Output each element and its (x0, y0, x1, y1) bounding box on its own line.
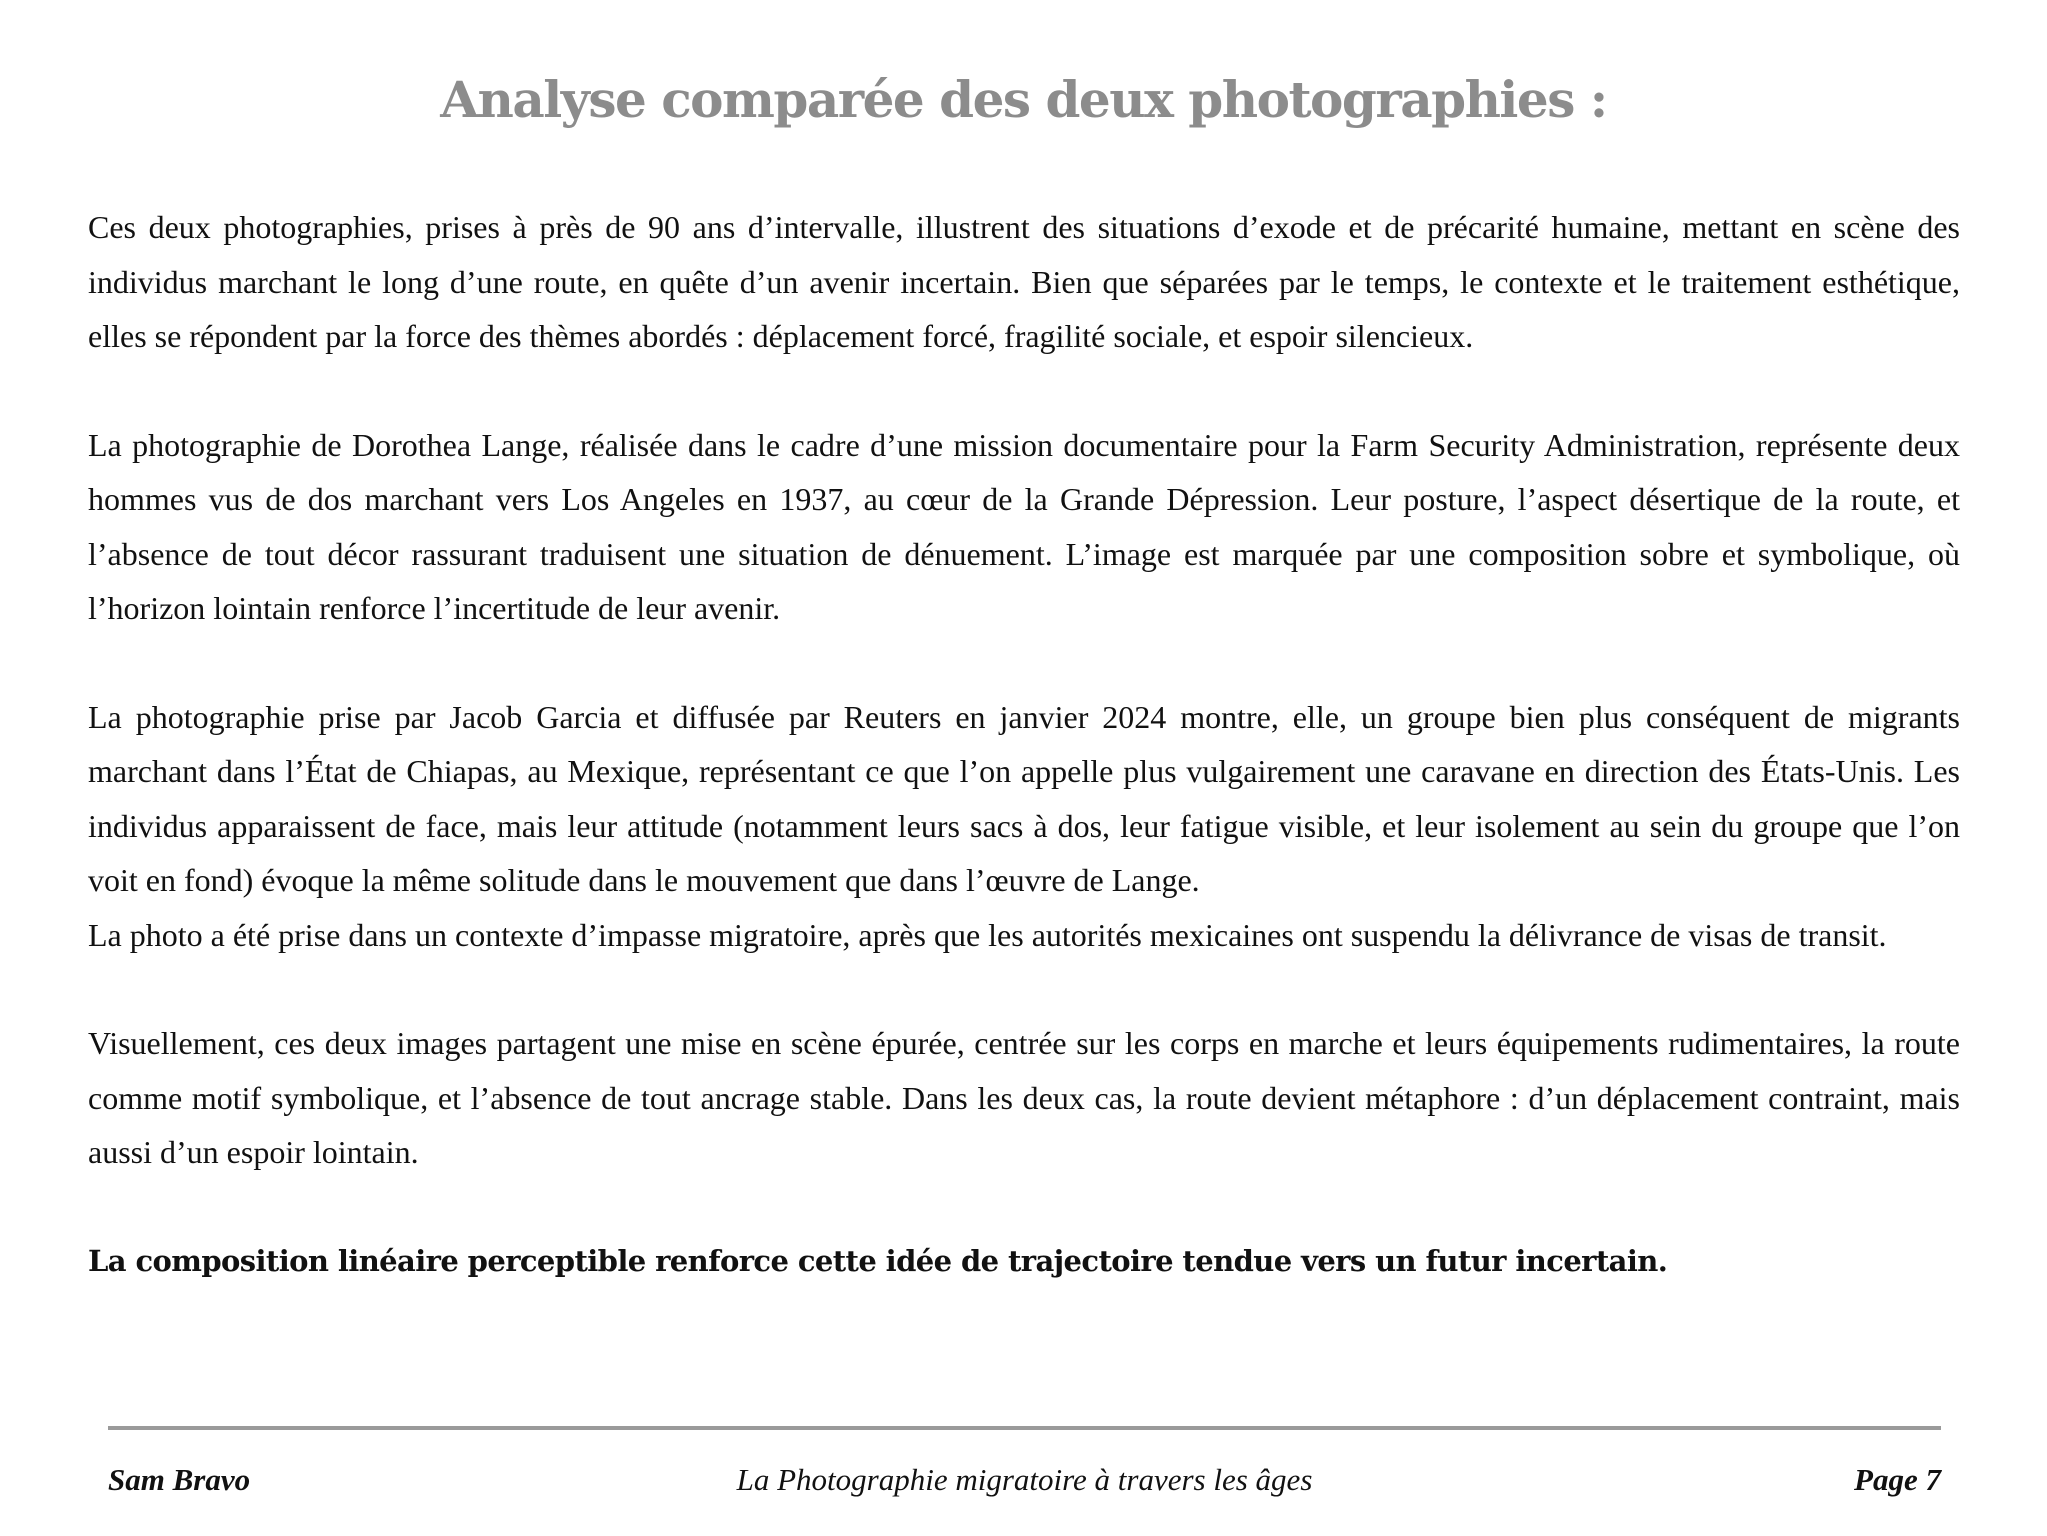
footer-page-number: Page 7 (1854, 1462, 1941, 1497)
paragraph-lange: La photographie de Dorothea Lange, réalisée dans le cadre d’une mission documentaire pour la Farm Security Administration, représente deux hommes vus de dos marchant vers Los Angeles en 1937, au cœur de la Grande Dépression. Leur posture, l’aspect désertique de la route, et l’absence de tout décor rassurant traduisent une situation de dénuement. L’image est marquée par une composition sobre et symbolique, où l’horizon lointain renforce l’incertitude de leur avenir. (88, 426, 1960, 626)
conclusion-statement: La composition linéaire perceptible renforce cette idée de trajectoire tendue vers un futur incertain. (88, 1243, 1668, 1278)
page-footer (108, 1462, 1941, 1512)
page-title: Analyse comparée des deux photographies : (440, 70, 1607, 129)
footer-author: Sam Bravo (108, 1462, 251, 1497)
paragraph-garcia: La photographie prise par Jacob Garcia et diffusée par Reuters en janvier 2024 montre, elle, un groupe bien plus conséquent de migrants marchant dans l’État de Chiapas, au Mexique, représentant ce que l’on appelle plus vulgairement une caravane en direction des États-Unis. Les individus apparaissent de face, mais leur attitude (notamment leurs sacs à dos, leur fatigue visible, et leur isolement au sein du groupe que l’on voit en fond) évoque la même solitude dans le mouvement que dans l’œuvre de Lange. (88, 698, 1960, 898)
document-body (88, 200, 1960, 1288)
paragraph-context: La photo a été prise dans un contexte d’impasse migratoire, après que les autorités mexicaines ont suspendu la délivrance de visas de transit. (88, 916, 1887, 953)
footer-document-title: La Photographie migratoire à travers les âges (736, 1462, 1313, 1497)
paragraph-visual-analysis: Visuellement, ces deux images partagent une mise en scène épurée, centrée sur les corps en marche et leurs équipements rudimentaires, la route comme motif symbolique, et l’absence de tout ancrage stable. Dans les deux cas, la route devient métaphore : d’un déplacement contraint, mais aussi d’un espoir lointain. (88, 1025, 1960, 1170)
footer-divider (108, 1426, 1941, 1430)
paragraph-intro: Ces deux photographies, prises à près de 90 ans d’intervalle, illustrent des situations d’exode et de précarité humaine, mettant en scène des individus marchant le long d’une route, en quête d’un avenir incertain. Bien que séparées par le temps, le contexte et le traitement esthétique, elles se répondent par la force des thèmes abordés : déplacement forcé, fragilité sociale, et espoir silencieux. (88, 209, 1960, 354)
